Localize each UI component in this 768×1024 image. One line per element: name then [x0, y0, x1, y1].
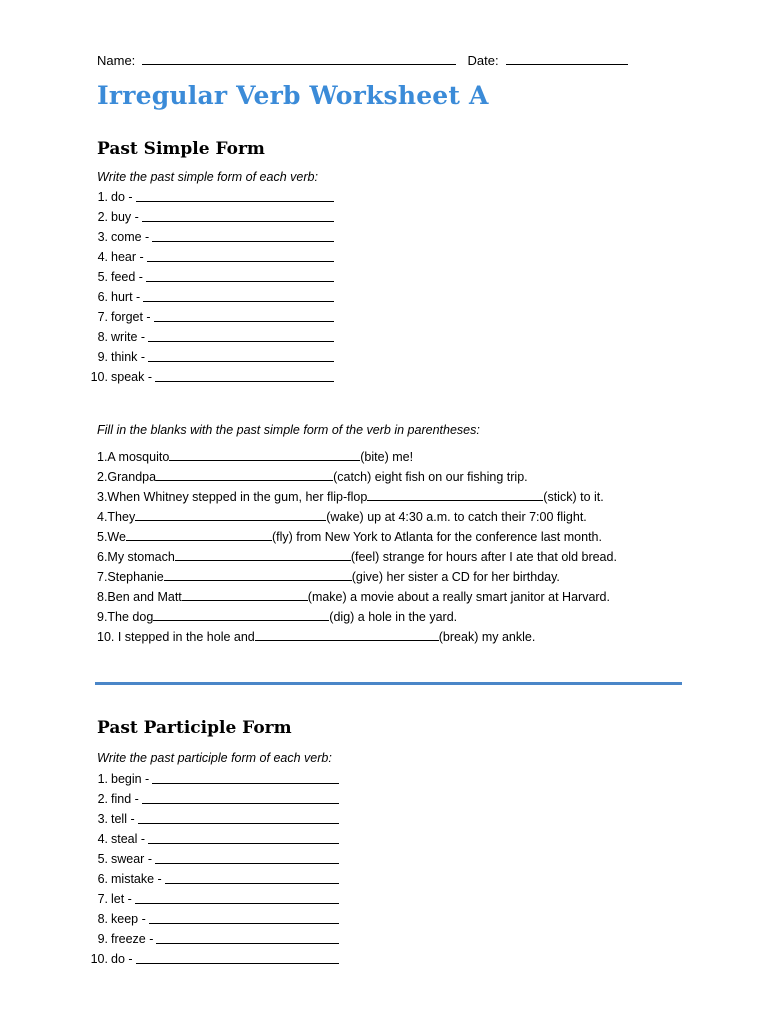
- sentence-start: 8.Ben and Matt: [97, 590, 182, 604]
- past-simple-instruction: Write the past simple form of each verb:: [97, 170, 318, 184]
- verb-item: [0, 809, 400, 829]
- item-number: 9.: [97, 350, 108, 364]
- sentence-blank[interactable]: [126, 527, 272, 541]
- answer-blank[interactable]: [154, 307, 334, 322]
- past-simple-heading: Past Simple Form: [97, 139, 265, 159]
- answer-blank[interactable]: [138, 809, 339, 824]
- item-verb: think -: [111, 350, 146, 364]
- sentence-start: 10. I stepped in the hole and: [97, 630, 255, 644]
- item-number: 4.: [97, 250, 108, 264]
- sentence-item: [97, 607, 457, 627]
- fill-in-instruction: Fill in the blanks with the past simple form of the verb in parentheses:: [97, 423, 480, 437]
- answer-blank[interactable]: [156, 929, 339, 944]
- item-number: 9.: [97, 932, 108, 946]
- item-verb: find -: [111, 792, 139, 806]
- answer-blank[interactable]: [142, 789, 339, 804]
- answer-blank[interactable]: [148, 327, 334, 342]
- verb-item: [0, 929, 400, 949]
- sentence-item: [97, 507, 587, 527]
- item-verb: begin -: [111, 772, 150, 786]
- answer-blank[interactable]: [152, 227, 334, 242]
- item-number: 7.: [97, 892, 108, 906]
- sentence-blank[interactable]: [175, 547, 351, 561]
- answer-blank[interactable]: [147, 247, 334, 262]
- section-divider: [95, 682, 682, 685]
- verb-item: [0, 829, 400, 849]
- item-verb: steal -: [111, 832, 146, 846]
- item-verb: do -: [111, 952, 133, 966]
- sentence-blank[interactable]: [153, 607, 329, 621]
- item-verb: swear -: [111, 852, 152, 866]
- item-number: 7.: [97, 310, 108, 324]
- name-label: Name:: [97, 53, 136, 68]
- sentence-start: 1.A mosquito: [97, 450, 170, 464]
- item-number: 3.: [97, 812, 108, 826]
- item-verb: hurt -: [111, 290, 141, 304]
- sentence-end: (fly) from New York to Atlanta for the conference last month.: [271, 530, 602, 544]
- verb-item: [0, 227, 400, 247]
- sentence-item: [97, 627, 535, 647]
- item-number: 5.: [97, 852, 108, 866]
- answer-blank[interactable]: [142, 207, 334, 222]
- item-number: 6.: [97, 872, 108, 886]
- sentence-item: [97, 487, 604, 507]
- answer-blank[interactable]: [135, 889, 339, 904]
- page-title: Irregular Verb Worksheet A: [97, 81, 489, 110]
- sentence-end: (break) my ankle.: [438, 630, 536, 644]
- answer-blank[interactable]: [136, 949, 339, 964]
- answer-blank[interactable]: [146, 267, 334, 282]
- answer-blank[interactable]: [149, 909, 339, 924]
- sentence-blank[interactable]: [182, 587, 308, 601]
- verb-item: [0, 267, 400, 287]
- sentence-start: 9.The dog: [97, 610, 154, 624]
- verb-item: [0, 949, 400, 969]
- item-number: 5.: [97, 270, 108, 284]
- verb-item: [0, 327, 400, 347]
- verb-item: [0, 909, 400, 929]
- verb-item: [0, 307, 400, 327]
- sentence-end: (dig) a hole in the yard.: [329, 610, 458, 624]
- answer-blank[interactable]: [165, 869, 339, 884]
- verb-item: [0, 187, 400, 207]
- item-verb: come -: [111, 230, 150, 244]
- sentence-end: (make) a movie about a really smart janitor at Harvard.: [307, 590, 610, 604]
- sentence-item: [97, 527, 602, 547]
- name-blank: [142, 52, 456, 65]
- item-verb: keep -: [111, 912, 146, 926]
- header-line: [97, 52, 628, 68]
- sentence-blank[interactable]: [156, 467, 333, 481]
- sentence-blank[interactable]: [164, 567, 352, 581]
- sentence-start: 6.My stomach: [97, 550, 175, 564]
- sentence-end: (wake) up at 4:30 a.m. to catch their 7:00 flight.: [326, 510, 587, 524]
- answer-blank[interactable]: [143, 287, 334, 302]
- sentence-item: [97, 587, 610, 607]
- sentence-item: [97, 447, 413, 467]
- item-verb: tell -: [111, 812, 135, 826]
- verb-item: [0, 347, 400, 367]
- sentence-end: (feel) strange for hours after I ate that old bread.: [350, 550, 617, 564]
- answer-blank[interactable]: [148, 829, 339, 844]
- item-verb: write -: [111, 330, 146, 344]
- answer-blank[interactable]: [148, 347, 334, 362]
- sentence-blank[interactable]: [169, 447, 360, 461]
- verb-item: [0, 869, 400, 889]
- past-participle-heading: Past Participle Form: [97, 718, 292, 738]
- item-number: 8.: [97, 912, 108, 926]
- sentence-start: 7.Stephanie: [97, 570, 164, 584]
- verb-item: [0, 287, 400, 307]
- sentence-item: [97, 547, 617, 567]
- sentence-start: 3.When Whitney stepped in the gum, her flip-flop: [97, 490, 368, 504]
- item-number: 1.: [97, 190, 108, 204]
- date-blank: [506, 52, 628, 65]
- item-number: 10.: [90, 370, 108, 384]
- sentence-end: (give) her sister a CD for her birthday.: [351, 570, 560, 584]
- item-verb: do -: [111, 190, 133, 204]
- verb-item: [0, 247, 400, 267]
- item-number: 6.: [97, 290, 108, 304]
- sentence-start: 2.Grandpa: [97, 470, 157, 484]
- item-verb: let -: [111, 892, 132, 906]
- item-number: 4.: [97, 832, 108, 846]
- sentence-start: 5.We: [97, 530, 126, 544]
- item-verb: freeze -: [111, 932, 154, 946]
- verb-item: [0, 889, 400, 909]
- past-participle-instruction: Write the past participle form of each verb:: [97, 751, 332, 765]
- date-label: Date:: [467, 53, 499, 68]
- item-verb: feed -: [111, 270, 143, 284]
- answer-blank[interactable]: [136, 187, 334, 202]
- verb-item: [0, 207, 400, 227]
- item-verb: speak -: [111, 370, 152, 384]
- answer-blank[interactable]: [155, 849, 339, 864]
- verb-item: [0, 367, 400, 387]
- item-verb: buy -: [111, 210, 139, 224]
- sentence-start: 4.They: [97, 510, 136, 524]
- sentence-end: (catch) eight fish on our fishing trip.: [333, 470, 528, 484]
- sentence-item: [97, 467, 528, 487]
- verb-item: [0, 789, 400, 809]
- sentence-item: [97, 567, 560, 587]
- verb-item: [0, 849, 400, 869]
- answer-blank[interactable]: [152, 769, 339, 784]
- item-number: 2.: [97, 792, 108, 806]
- item-number: 2.: [97, 210, 108, 224]
- item-number: 1.: [97, 772, 108, 786]
- answer-blank[interactable]: [155, 367, 334, 382]
- item-verb: mistake -: [111, 872, 162, 886]
- item-verb: hear -: [111, 250, 144, 264]
- sentence-end: (stick) to it.: [543, 490, 604, 504]
- item-number: 10.: [90, 952, 108, 966]
- item-number: 8.: [97, 330, 108, 344]
- sentence-blank[interactable]: [255, 627, 439, 641]
- sentence-end: (bite) me!: [360, 450, 414, 464]
- verb-item: [0, 769, 400, 789]
- sentence-blank[interactable]: [367, 487, 543, 501]
- item-number: 3.: [97, 230, 108, 244]
- item-verb: forget -: [111, 310, 151, 324]
- sentence-blank[interactable]: [135, 507, 326, 521]
